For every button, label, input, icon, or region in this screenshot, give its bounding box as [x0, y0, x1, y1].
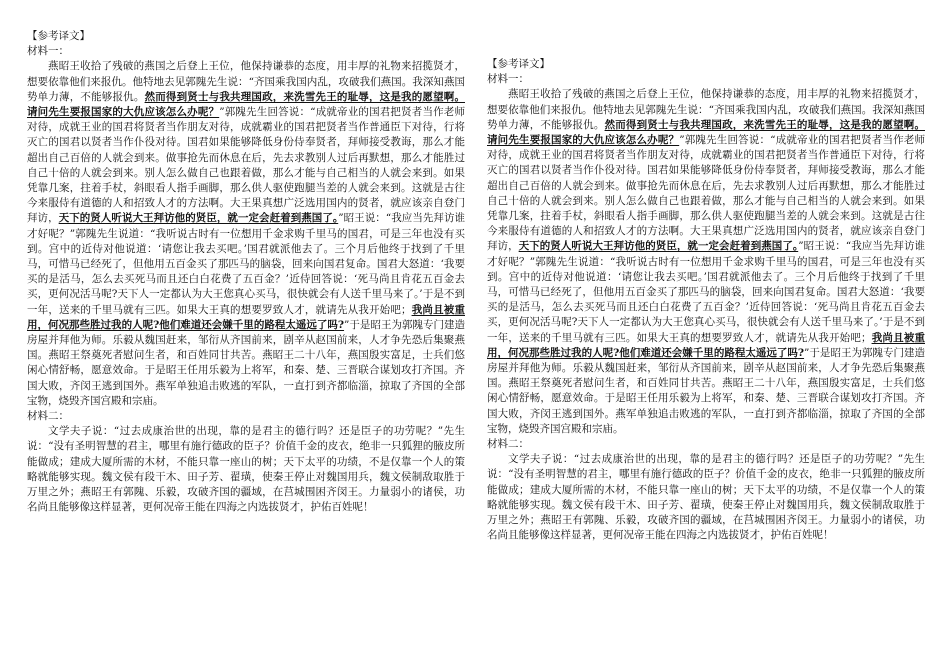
- section-heading: 【参考译文】: [487, 58, 550, 70]
- material-one-text-4: ”于是昭王为郭隗专门建造房屋并拜他为师。乐毅从魏国赶来，邹衍从齐国前来，剧辛从赵国前来，人才争先恐后集聚燕国。燕昭王祭奠死者慰问生者，和百姓同甘共苦。燕昭王二十八年，燕国殷实富足，士兵们悠闲心情舒畅，愿意效命。于是昭王任用乐毅为上将军，和秦、楚、三晋联合谋划攻打齐国。齐国大败，齐闵王逃到国外。燕军单独追击败逃的军队，一直打到齐都临淄，掠取了齐国的全部宝物，烧毁齐国宫殿和宗庙。: [27, 318, 465, 407]
- material-one-label: 材料一：: [487, 73, 529, 86]
- key-sentence-2: 天下的贤人听说大王拜访他的贤臣，就一定会赶着到燕国了。: [58, 212, 339, 225]
- section-heading: 【参考译文】: [27, 30, 90, 42]
- material-one-text-3: ”昭王说：“我应当先拜访谁才好呢？”郭隗先生说道：“我听说古时有一位想用千金求购千里马的国君，可是三年也没有买到。宫中的近侍对他说道：‘请您让我去买吧。’国君就派他去了。三个月后他终于找到了千里马，可惜马已经死了，但他用五百金买了那匹马的脑袋，回来向国君复命。国君大怒道：‘我要买的是活马，怎么去买死马而且还白白花费了五百金？’近侍回答说：‘死马尚且肯花五百金去买，更何况活马呢?天下人一定都认为大王您真心买马，很快就会有人送千里马来了。’于是不到一年，送来的千里马就有三匹。如果大王真的想要罗致人才，就请先从我开始吧；: [487, 240, 926, 344]
- material-two-label: 材料二：: [27, 410, 69, 423]
- key-sentence-3: 我尚且被重用，何况那些胜过我的人呢?他们难道还会嫌千里的路程太遥远了吗?: [487, 331, 925, 359]
- key-sentence-1: 然而得到贤士与我共理国政，来洗雪先王的耻辱，这是我的愿望啊。请问先生要报国家的大仇应该怎么办呢？: [487, 118, 925, 147]
- translation-column-right: [487, 57, 925, 544]
- material-two-paragraph: 文学夫子说：“过去成康治世的出现，靠的是君主的德行吗？还是臣子的功劳呢？”先生说：“没有圣明智慧的君主，哪里有施行德政的臣子？价值千金的皮衣，绝非一只狐狸的腋皮所能做成；建成大厦所需的木材，不能只靠一座山的树；天下太平的功绩，不是仅靠一个人的策略就能够实现。魏文侯有段干木、田子芳、翟璜，使秦王停止对魏国用兵，魏文侯制敌取胜于万里之外；燕昭王有郭隗、乐毅，攻破齐国的疆域，在莒城围困齐闵王。力量弱小的诸侯，功名尚且能够像这样显著，更何况帝王能在四海之内选拔贤才，护佑百姓呢！: [487, 453, 925, 542]
- material-one-paragraph: [487, 87, 925, 437]
- translation-column-left: [27, 29, 465, 516]
- key-sentence-3: 我尚且被重用，何况那些胜过我的人呢?他们难道还会嫌千里的路程太遥远了吗?: [27, 303, 465, 331]
- key-sentence-1: 然而得到贤士与我共理国政，来洗雪先王的耻辱，这是我的愿望啊。请问先生要报国家的大仇应该怎么办呢？: [27, 90, 465, 119]
- material-one-label: 材料一：: [27, 45, 69, 58]
- material-two-paragraph: 文学夫子说：“过去成康治世的出现，靠的是君主的德行吗？还是臣子的功劳呢？”先生说：“没有圣明智慧的君主，哪里有施行德政的臣子？价值千金的皮衣，绝非一只狐狸的腋皮所能做成；建成大厦所需的木材，不能只靠一座山的树；天下太平的功绩，不是仅靠一个人的策略就能够实现。魏文侯有段干木、田子芳、翟璜，使秦王停止对魏国用兵，魏文侯制敌取胜于万里之外；燕昭王有郭隗、乐毅，攻破齐国的疆域，在莒城围困齐闵王。力量弱小的诸侯，功名尚且能够像这样显著，更何况帝王能在四海之内选拔贤才，护佑百姓呢！: [27, 425, 465, 514]
- material-one-text-2: ”郭隗先生回答说：“成就帝业的国君把贤者当作老师对待，成就王业的国君将贤者当作朋友对待，成就霸业的国君把贤者当作普通臣下对待，行将灭亡的国君以贤者当作仆役对待。国君如果能够降低身份侍奉贤者，拜师接受教诲，那么才能超出自己百倍的人就会到来。做事抢先而休息在后，先去求教别人过后再默想，那么才能胜过自己十倍的人就会到来。别人怎么做自己也跟着做，那么才能与自己相当的人就会来到。如果凭靠几案，拄着手杖，斜眼看人指手画脚，那么供人驱使跑腿当差的人就会来到。这就是古往今来服侍有道德的人和招致人才的方法啊。大王果真想广泛选用国内的贤者，就应该亲自登门拜访，: [27, 106, 465, 225]
- material-two-label: 材料二：: [487, 438, 529, 451]
- material-one-paragraph: [27, 59, 465, 409]
- material-one-text-4: ”于是昭王为郭隗专门建造房屋并拜他为师。乐毅从魏国赶来，邹衍从齐国前来，剧辛从赵国前来，人才争先恐后集聚燕国。燕昭王祭奠死者慰问生者，和百姓同甘共苦。燕昭王二十八年，燕国殷实富足，士兵们悠闲心情舒畅，愿意效命。于是昭王任用乐毅为上将军，和秦、楚、三晋联合谋划攻打齐国。齐国大败，齐闵王逃到国外。燕军单独追击败逃的军队，一直打到齐都临淄，掠取了齐国的全部宝物，烧毁齐国宫殿和宗庙。: [487, 346, 925, 435]
- material-one-text-3: ”昭王说：“我应当先拜访谁才好呢？”郭隗先生说道：“我听说古时有一位想用千金求购千里马的国君，可是三年也没有买到。宫中的近侍对他说道：‘请您让我去买吧。’国君就派他去了。三个月后他终于找到了千里马，可惜马已经死了，但他用五百金买了那匹马的脑袋，回来向国君复命。国君大怒道：‘我要买的是活马，怎么去买死马而且还白白花费了五百金？’近侍回答说：‘死马尚且肯花五百金去买，更何况活马呢?天下人一定都认为大王您真心买马，很快就会有人送千里马来了。’于是不到一年，送来的千里马就有三匹。如果大王真的想要罗致人才，就请先从我开始吧；: [27, 212, 466, 316]
- material-one-text-2: ”郭隗先生回答说：“成就帝业的国君把贤者当作老师对待，成就王业的国君将贤者当作朋友对待，成就霸业的国君把贤者当作普通臣下对待，行将灭亡的国君以贤者当作仆役对待。国君如果能够降低身份侍奉贤者，拜师接受教诲，那么才能超出自己百倍的人就会到来。做事抢先而休息在后，先去求教别人过后再默想，那么才能胜过自己十倍的人就会到来。别人怎么做自己也跟着做，那么才能与自己相当的人就会来到。如果凭靠几案，拄着手杖，斜眼看人指手画脚，那么供人驱使跑腿当差的人就会来到。这就是古往今来服侍有道德的人和招致人才的方法啊。大王果真想广泛选用国内的贤者，就应该亲自登门拜访，: [487, 134, 925, 253]
- material-one-text-1: 燕昭王收拾了残破的燕国之后登上王位，他保持谦恭的态度，用丰厚的礼物来招揽贤才，想要依靠他们来报仇。他特地去见郭隗先生说：“齐国乘我国内乱，攻破我们燕国。我深知燕国势单力薄，不能够报仇。: [27, 60, 465, 103]
- material-one-text-1: 燕昭王收拾了残破的燕国之后登上王位，他保持谦恭的态度，用丰厚的礼物来招揽贤才，想要依靠他们来报仇。他特地去见郭隗先生说：“齐国乘我国内乱，攻破我们燕国。我深知燕国势单力薄，不能够报仇。: [487, 88, 925, 131]
- key-sentence-2: 天下的贤人听说大王拜访他的贤臣，就一定会赶着到燕国了。: [518, 240, 799, 253]
